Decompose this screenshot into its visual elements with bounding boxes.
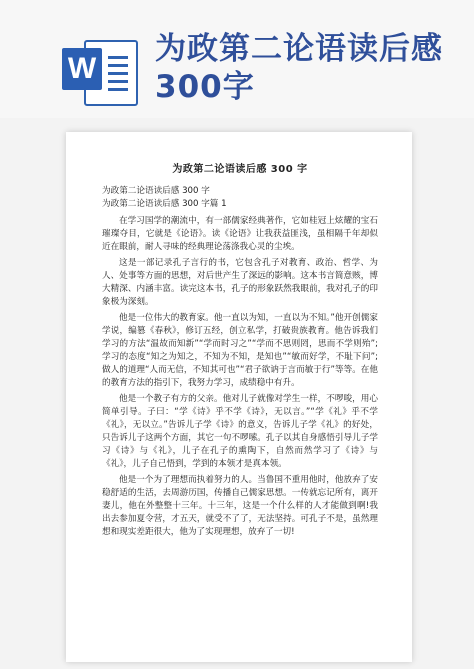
paragraph: 他是一个为了理想而执着努力的人。当鲁国不重用他时，他放弃了安稳舒适的生活，去周游历国，传播自己儒家思想。一传就忘记所有，离开妻儿，他在外整整十三年。十三年，这是一个什么样的人才能做到啊!我出去参加夏令营，才五天，就受不了了，无法坚持。可孔子不是，虽然理想和现实差距很大，他为了实现理想，放弃了一切! xyxy=(102,475,378,537)
banner-title: 为政第二论语读后感300字 xyxy=(155,31,443,105)
document-page xyxy=(66,132,412,662)
document-heading: 为政第二论语读后感 300 字 xyxy=(172,164,308,175)
banner xyxy=(0,0,474,118)
subheading: 为政第二论语读后感 300 字篇 1 xyxy=(102,199,227,209)
paragraph: 他是一位伟大的教育家。他一直以为知，一直以为不知。”他开创儒家学说，编篡《春秋》，修订五经，创立私学，打破贵族教育。他告诉我们学习的方法“温故而知新”“学而时习之”“学而不思则罔，思而不学则殆”;学习的态度“知之为知之，不知为不知，是知也”“敏而好学，不耻下问”;做人的道理“人而无信，不知其可也”“君子欲讷于言而敏于行”等等。在他的教育方法的指引下，我努力学习，成绩稳中有升。 xyxy=(102,313,378,388)
paragraph: 这是一部记录孔子言行的书，它包含孔子对教育、政治、哲学、为人、处事等方面的思想，对后世产生了深远的影响。这本书言简意赅，博大精深、内涵丰富。读完这本书，孔子的形象跃然我眼前，我对孔子的印象极为深刻。 xyxy=(102,258,378,307)
word-document-icon xyxy=(62,36,138,106)
paragraph: 在学习国学的潮流中，有一部儒家经典著作，它如桂冠上炫耀的宝石璀璨夺目，它就是《论语》。读《论语》让我获益匪浅，虽相隔千年却似近在眼前，耐人寻味的经典理论荡涤我心灵的尘埃。 xyxy=(102,216,378,252)
document-body xyxy=(102,160,378,542)
paragraph: 他是一个教子有方的父亲。他对儿子就像对学生一样，不啰唆，用心简单引导。子曰：“学《诗》乎不学《诗》，无以言。”“学《礼》乎不学《礼》，无以立。”告诉儿子学《诗》的意义，告诉儿子学《礼》的好处，只告诉儿子这两个方面，其它一句不啰嗦。孔子以其自身感悟引导儿子学习《诗》与《礼》，儿子在孔子的熏陶下，自然而然学习了《诗》与《礼》，儿子自己悟到，学到的本领才是真本领。 xyxy=(102,394,378,469)
subheading: 为政第二论语读后感 300 字 xyxy=(102,186,210,196)
word-letter-badge: W xyxy=(62,48,102,90)
